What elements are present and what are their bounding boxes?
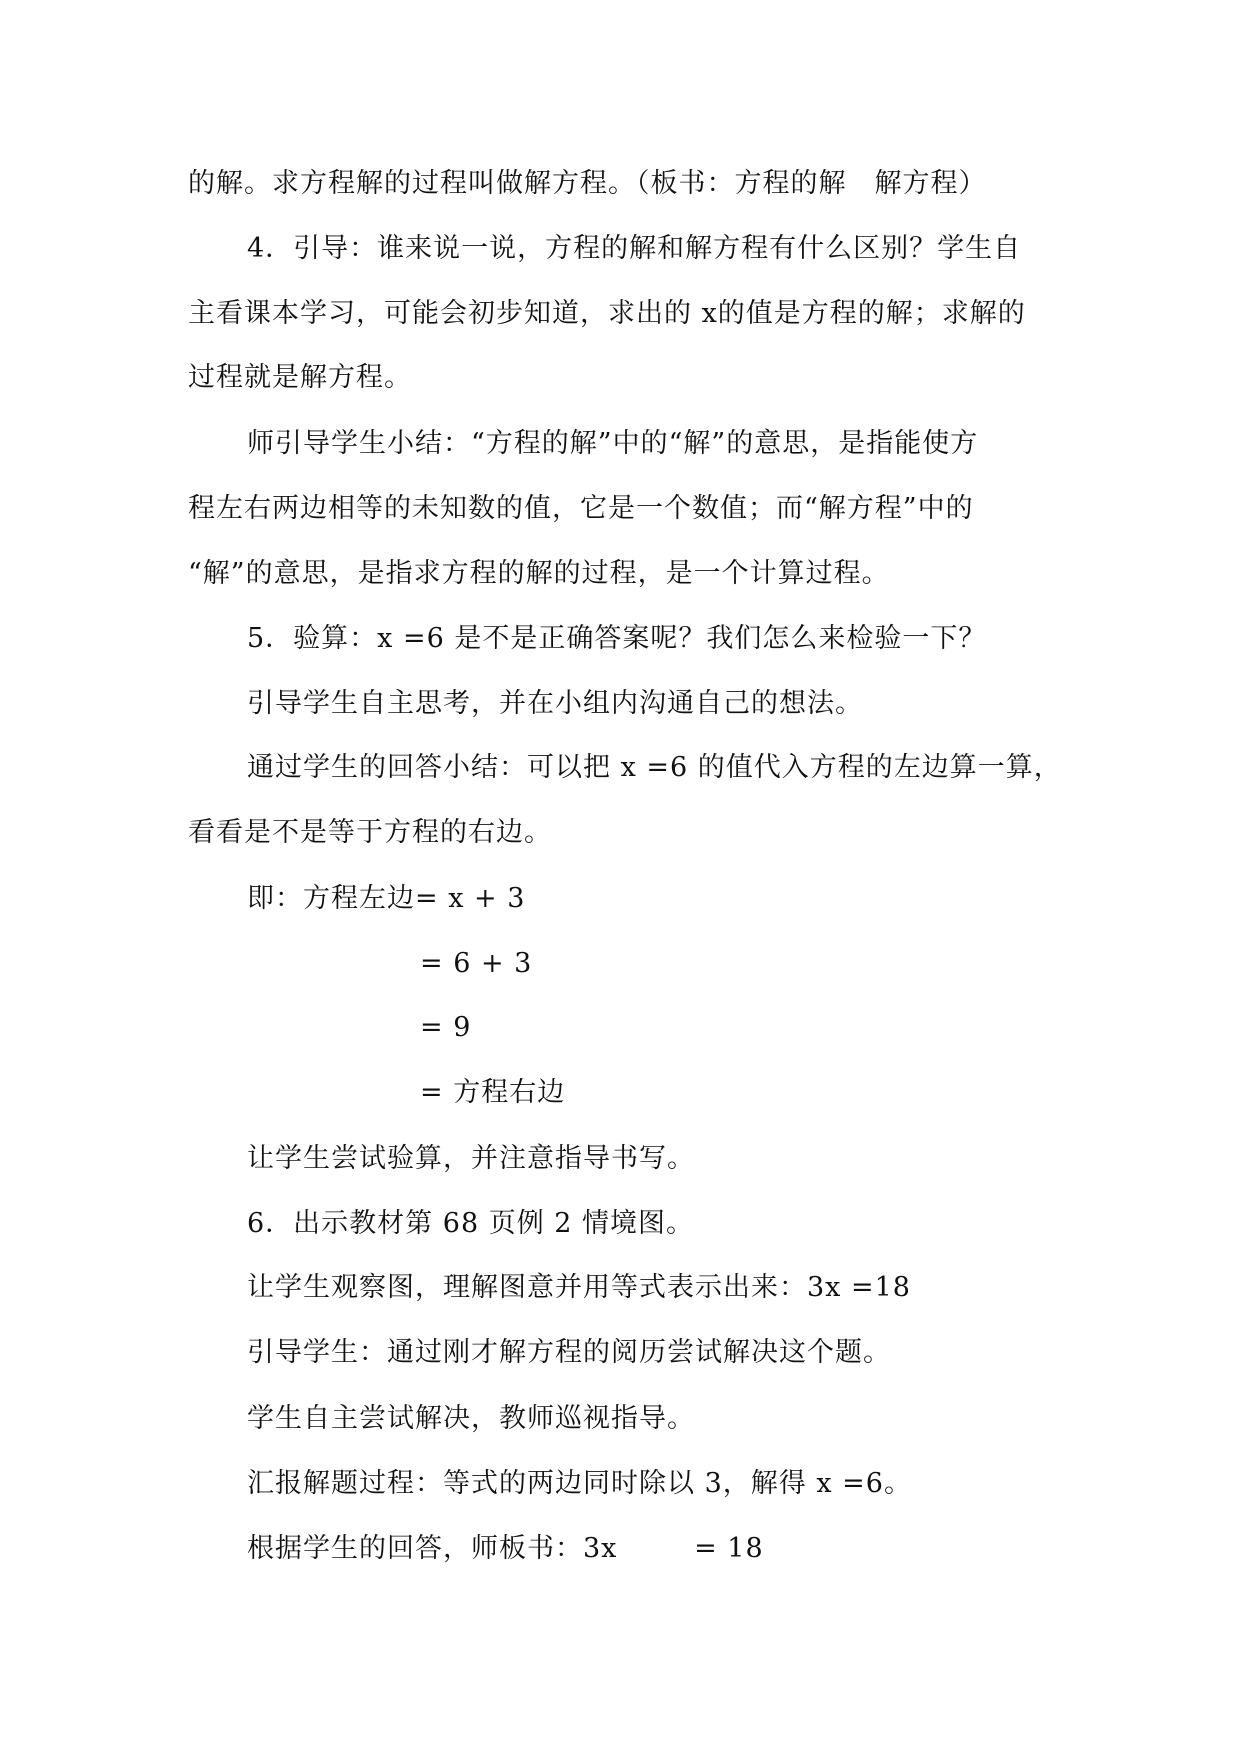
equation-line: 即：方程左边= x + 3	[247, 883, 526, 914]
equation-line: = 方程右边	[420, 1077, 566, 1108]
equation-line: = 6 + 3	[420, 948, 533, 979]
paragraph-line: 通过学生的回答小结：可以把 x =6 的值代入方程的左边算一算，	[247, 752, 1062, 783]
paragraph-line: 让学生尝试验算，并注意指导书写。	[247, 1143, 695, 1174]
paragraph-line: 的解。求方程解的过程叫做解方程。（板书：方程的解 解方程）	[188, 168, 987, 199]
paragraph-line: 主看课本学习，可能会初步知道，求出的 x的值是方程的解；求解的	[188, 298, 1026, 329]
paragraph-line: “解”的意思，是指求方程的解的过程，是一个计算过程。	[188, 558, 890, 589]
paragraph-line: 6．出示教材第 68 页例 2 情境图。	[247, 1208, 695, 1239]
paragraph-line: 4．引导：谁来说一说，方程的解和解方程有什么区别？学生自	[247, 233, 1022, 264]
paragraph-line: 让学生观察图，理解图意并用等式表示出来：3x =18	[247, 1272, 911, 1303]
paragraph-line: 看看是不是等于方程的右边。	[188, 817, 552, 848]
paragraph-line: 5．验算：x =6 是不是正确答案呢？我们怎么来检验一下？	[247, 623, 987, 654]
paragraph-line: 汇报解题过程：等式的两边同时除以 3，解得 x =6。	[247, 1468, 912, 1499]
equation-line: = 9	[420, 1012, 472, 1043]
paragraph-line: 师引导学生小结：“方程的解”中的“解”的意思，是指能使方	[247, 428, 979, 459]
paragraph-line: 根据学生的回答，师板书：3x = 18	[247, 1533, 764, 1564]
paragraph-line: 学生自主尝试解决，教师巡视指导。	[247, 1403, 695, 1434]
paragraph-line: 过程就是解方程。	[188, 362, 412, 393]
paragraph-line: 程左右两边相等的未知数的值，它是一个数值；而“解方程”中的	[188, 493, 974, 524]
paragraph-line: 引导学生：通过刚才解方程的阅历尝试解决这个题。	[247, 1337, 891, 1368]
paragraph-line: 引导学生自主思考，并在小组内沟通自己的想法。	[247, 688, 863, 719]
